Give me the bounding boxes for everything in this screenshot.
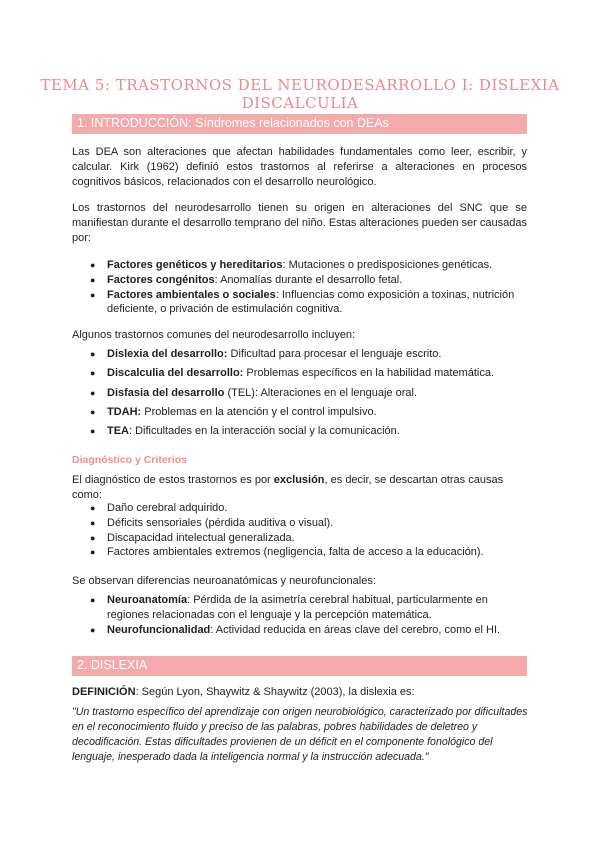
list-item	[72, 593, 527, 623]
disorder-text: Problemas específicos en la habilidad matemática.	[243, 367, 495, 380]
list-item	[72, 623, 527, 638]
bullet-icon: ●	[90, 426, 96, 437]
page-title: TEMA 5: TRASTORNOS DEL NEURODESARROLLO I: DISLEXIA DISCALCULIA	[40, 76, 560, 112]
list-item	[72, 516, 527, 531]
section-heading-introduccion	[72, 114, 527, 134]
list-item	[72, 386, 527, 401]
cause-term: Factores genéticos y hereditarios	[107, 259, 283, 271]
section-heading-dislexia	[72, 656, 527, 676]
causes-list	[72, 258, 527, 317]
section-heading-text: 2. DISLEXIA	[77, 658, 148, 672]
disorder-term: Discalculia del desarrollo:	[107, 367, 244, 380]
disorder-text: (TEL): Alteraciones en el lenguaje oral.	[224, 386, 417, 399]
disorder-term: Disfasia del desarrollo	[107, 386, 225, 399]
section-heading-text: 1. INTRODUCCIÓN: Síndromes relacionados con DEAs	[77, 116, 389, 130]
bullet-icon: ●	[90, 406, 96, 417]
disorder-text: Dificultad para procesar el lenguaje escrito.	[227, 348, 442, 360]
diagnosis-term: exclusión	[273, 474, 325, 486]
definition-text: : Según Lyon, Shaywitz & Shaywitz (2003), la dislexia es:	[135, 686, 415, 698]
list-item	[72, 288, 527, 318]
list-item	[72, 545, 527, 560]
bullet-icon: ●	[90, 274, 96, 285]
exclusion-text: Discapacidad intelectual generalizada.	[107, 531, 295, 544]
exclusion-text: Daño cerebral adquirido.	[107, 502, 228, 514]
disorder-text: Problemas en la atención y el control impulsivo.	[141, 405, 377, 418]
exclusion-text: Factores ambientales extremos (negligencia, falta de acceso a la educación).	[107, 546, 484, 559]
definition-paragraph	[72, 685, 527, 700]
definition-term: DEFINICIÓN	[72, 686, 136, 698]
bullet-icon: ●	[90, 624, 96, 635]
bullet-icon: ●	[90, 503, 96, 513]
disorders-list	[72, 347, 527, 443]
disorder-term: Dislexia del desarrollo:	[107, 348, 228, 360]
bullet-icon: ●	[90, 289, 96, 300]
difference-term: Neuroanatomía	[107, 594, 188, 606]
disorder-term: TEA	[107, 425, 129, 438]
cause-text: : Influencias como exposición a toxinas, nutrición deficiente, o privación de estimulación cognitiva.	[107, 288, 515, 316]
exclusion-text: Déficits sensoriales (pérdida auditiva o visual).	[107, 516, 334, 529]
list-item	[72, 405, 527, 420]
bullet-icon: ●	[90, 368, 96, 379]
bullet-icon: ●	[90, 260, 96, 270]
list-item	[72, 347, 527, 362]
cause-term: Factores ambientales o sociales	[107, 288, 276, 301]
difference-text: : Actividad reducida en áreas clave del cerebro, como el HI.	[210, 623, 501, 636]
list-item	[72, 424, 527, 439]
bullet-icon: ●	[90, 349, 96, 359]
disorder-term: TDAH:	[107, 405, 142, 418]
exclusions-list	[72, 501, 527, 560]
list-item	[72, 531, 527, 546]
list-item	[72, 273, 527, 288]
difference-term: Neurofuncionalidad	[107, 623, 211, 636]
bullet-icon: ●	[90, 595, 96, 605]
differences-list	[72, 593, 527, 637]
bullet-icon: ●	[90, 547, 96, 558]
list-item	[72, 501, 527, 516]
disorder-text: : Dificultades en la interacción social y la comunicación.	[129, 425, 400, 438]
cause-text: : Anomalías durante el desarrollo fetal.	[214, 273, 403, 286]
differences-paragraph: Se observan diferencias neuroanatómicas y neurofuncionales:	[72, 575, 376, 587]
list-item	[72, 258, 527, 273]
intro-paragraph-3: Algunos trastornos comunes del neurodesarrollo incluyen:	[72, 329, 356, 341]
bullet-icon: ●	[90, 517, 96, 528]
list-item	[72, 366, 527, 381]
diagnosis-paragraph	[72, 473, 527, 503]
diagnosis-text-b: , es decir, se descartan otras causas como:	[72, 474, 504, 501]
intro-paragraph-2: Los trastornos del neurodesarrollo tienen su origen en alteraciones del SNC que se manifiestan durante el desarrollo temprano del niño. Estas alteraciones pueden ser causadas por:	[72, 202, 527, 244]
diagnosis-text-a: El diagnóstico de estos trastornos es por	[72, 474, 274, 486]
subheading-diagnostico: Diagnóstico y Criterios	[72, 454, 187, 466]
definition-quote: "Un trastorno específico del aprendizaje con origen neurobiológico, caracterizado por dificultades en el reconocimiento fluido y preciso de las palabras, pobres habilidades de deletreo y decodificación. Estas dificultades provienen de un déficit en el componente fonológico del lenguaje, inesperado dada la inteligencia normal y la instrucción adecuada."	[72, 706, 528, 763]
cause-text: : Mutaciones o predisposiciones genéticas.	[282, 259, 493, 271]
intro-paragraph-1: Las DEA son alteraciones que afectan habilidades fundamentales como leer, escribir, y calcular. Kirk (1962) definió estos trastornos al referirse a alteraciones en procesos cognitivos básicos, relacionados con el desarrollo neurológico.	[72, 146, 527, 188]
bullet-icon: ●	[90, 532, 96, 543]
bullet-icon: ●	[90, 387, 96, 398]
difference-text: : Pérdida de la asimetría cerebral habitual, particularmente en regiones relacionadas con el lenguaje y la percepción matemática.	[107, 594, 488, 621]
cause-term: Factores congénitos	[107, 273, 215, 286]
